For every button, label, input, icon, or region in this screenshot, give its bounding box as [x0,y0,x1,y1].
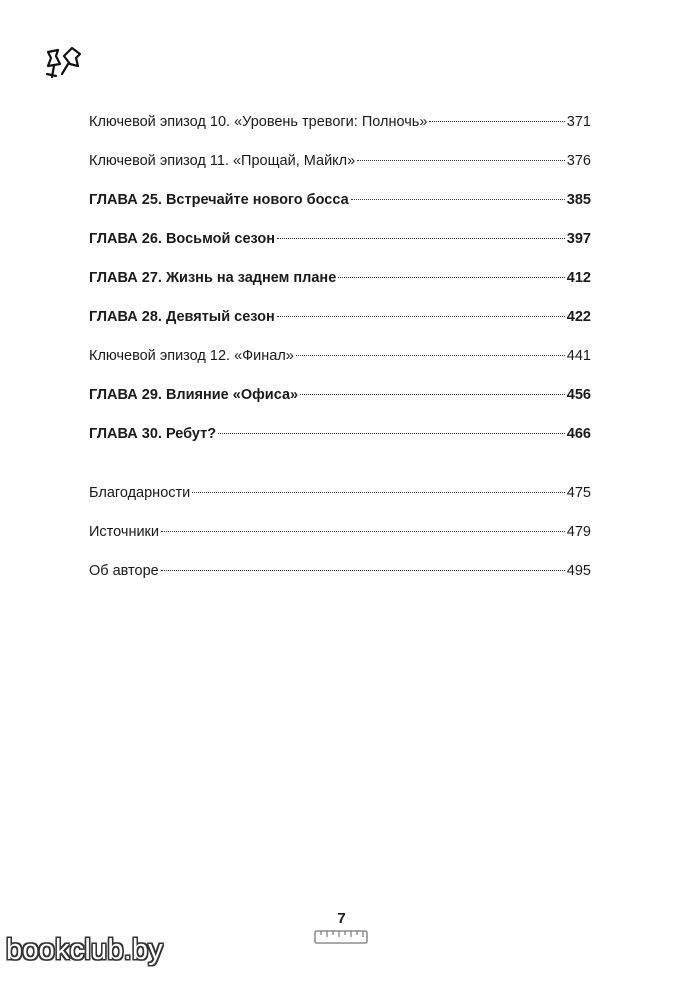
chapter-prefix: ГЛАВА 26. [89,231,162,247]
toc-entry-page: 422 [566,309,591,325]
toc-entry-title: Ключевой эпизод 10. «Уровень тревоги: Полночь» [89,114,428,130]
toc-dot-leader [161,570,565,571]
toc-entry-page: 397 [566,231,591,247]
toc-entry [89,106,591,145]
toc-dot-leader [300,394,565,395]
toc-back-matter-entry [89,477,591,516]
toc-dot-leader [277,238,565,239]
toc-dot-leader [218,433,565,434]
toc-entry-page: 456 [566,387,591,403]
toc-dot-leader [357,160,565,161]
watermark: bookclub.by [6,934,163,966]
toc-chapter-entry [89,379,591,418]
chapter-prefix: ГЛАВА 25. [89,192,162,208]
toc-dot-leader [338,277,565,278]
toc-entry [89,145,591,184]
toc-back-matter-entry [89,555,591,594]
toc-entry-title: Об авторе [89,563,159,579]
toc-entry-title: Девятый сезон [165,309,275,325]
chapter-prefix: ГЛАВА 29. [89,387,162,403]
page-number: 7 [337,910,346,927]
toc-entry-page: 475 [566,485,591,501]
toc-entry-page: 479 [566,524,591,540]
toc-entry-title: Ключевой эпизод 12. «Финал» [89,348,294,364]
chapter-prefix: ГЛАВА 30. [89,426,162,442]
toc-entry [89,340,591,379]
toc-entry-label [89,424,216,444]
toc-entry-label [89,190,349,210]
toc-entry-page: 441 [566,348,591,364]
toc-entry-title: Влияние «Офиса» [165,387,299,403]
chapter-prefix: ГЛАВА 28. [89,309,162,325]
pushpin-icon [42,44,84,80]
toc-chapter-entry [89,262,591,301]
toc-entry-title: Ключевой эпизод 11. «Прощай, Майкл» [89,153,356,169]
toc-entry-page: 385 [566,192,591,208]
toc-dot-leader [351,199,565,200]
toc-entry-label [89,268,336,288]
chapter-prefix: ГЛАВА 27. [89,270,162,286]
toc-chapter-entry [89,418,591,457]
toc-entry-page: 466 [566,426,591,442]
toc-entry-title: Ребут? [165,426,217,442]
toc-entry-label [89,385,298,405]
toc-dot-leader [429,121,564,122]
toc-entry-title: Жизнь на заднем плане [165,270,337,286]
toc-back-matter-entry [89,516,591,555]
toc-entry-page: 371 [566,114,591,130]
toc-entry-title: Источники [89,524,160,540]
toc-chapter-entry [89,223,591,262]
toc-entry-page: 495 [566,563,591,579]
toc-dot-leader [192,492,565,493]
toc-entry-page: 412 [566,270,591,286]
toc-entry-title: Встречайте нового босса [165,192,349,208]
toc-dot-leader [161,531,565,532]
toc-entry-title: Восьмой сезон [165,231,275,247]
toc-entry-title: Благодарности [89,485,191,501]
table-of-contents [89,106,591,594]
toc-entry-page: 376 [566,153,591,169]
toc-dot-leader [277,316,565,317]
toc-dot-leader [296,355,565,356]
toc-entry-label [89,229,275,249]
toc-entry-label [89,307,275,327]
toc-chapter-entry [89,184,591,223]
toc-chapter-entry [89,301,591,340]
ruler-icon [314,930,368,944]
